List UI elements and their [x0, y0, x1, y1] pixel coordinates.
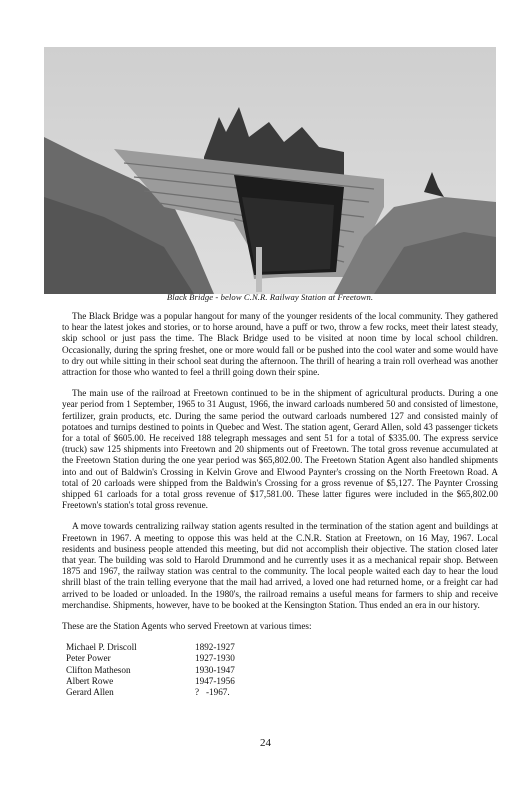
list-item [66, 687, 498, 698]
list-item [66, 665, 498, 676]
black-bridge-photo [44, 47, 496, 294]
list-item [66, 676, 498, 687]
agent-years: 1927-1930 [195, 653, 235, 664]
paragraph: A move towards centralizing railway station agents resulted in the termination of the station agent and buildings at Freetown in 1967. A meeting to oppose this was held at the C.N.R. Station at Freetown, on 16 May, 1967. Local residents and business people attended this meeting, but did not accomplish their objective. The station closed later that year. The building was sold to Harold Drummond and he currently uses it as a mechanical repair shop. Between 1875 and 1967, the railway station was central to the community. The local people waited each day to hear the loud shrill blast of the train telling everyone that the mail had arrived, a loved one had returned home, or a freight car had arrived to be loaded or unloaded. In the 1980's, the railroad remains a useful means for farmers to ship and receive merchandise. Shipments, however, have to be booked at the Kensington Station. Thus ended an era in our history. [62, 521, 498, 610]
agent-years: 1892-1927 [195, 642, 235, 653]
page-number: 24 [260, 737, 271, 749]
agent-name: Clifton Matheson [66, 664, 131, 675]
list-item [66, 642, 498, 653]
agent-name: Albert Rowe [66, 675, 114, 686]
photo-caption: Black Bridge - below C.N.R. Railway Station at Freetown. [166, 292, 374, 302]
article-body [62, 311, 498, 698]
agent-years: 1947-1956 [195, 675, 235, 686]
agent-name: Gerard Allen [66, 687, 114, 698]
paragraph: The Black Bridge was a popular hangout for many of the younger residents of the local community. They gathered to hear the latest jokes and stories, or to horse around, have a puff or two, throw a few rocks, meet their latest steady, skip school or just pass the time. The Black Bridge used to be visited at noon time by local school children. Occasionally, during the spring freshet, one or more would fall or be pushed into the cool water and some would have to dry out while sitting in their school seat during the afternoon. The thrill of hearing a train roll overhead was another attraction for those who wanted to feel a thrill going down their spine. [62, 311, 498, 378]
agents-intro: These are the Station Agents who served Freetown at various times: [62, 621, 312, 632]
agent-name: Michael P. Driscoll [66, 642, 137, 653]
agent-name: Peter Power [66, 653, 111, 664]
paragraph: The main use of the railroad at Freetown continued to be in the shipment of agricultural products. During a one year period from 1 September, 1965 to 31 August, 1966, the inward carloads numbered 50 and consisted of limestone, fertilizer, grain products, etc. During the same period the outward carloads numbered 127 and consisted mainly of potatoes and turnips destined to points in Quebec and West. The station agent, Gerard Allen, sold 43 passenger tickets for a total of $605.00. He received 188 telegraph messages and sent 51 for a total of $335.00. The express service (truck) saw 125 shipments into Freetown and 20 shipments out of Freetown. The total gross revenue accumulated at the Freetown Station during the one year period was $65,802.00. The Freetown Station Agent also handled shipments into and out of Baldwin's Crossing in Kelvin Grove and Elwood Paynter's crossing on the North Freetown Road. A total of 20 carloads were shipped from the Baldwin's Crossing for a gross revenue of $5,127. The Paynter Crossing shipped 61 carloads for a total gross revenue of $17,581.00. These latter figures were included in the $65,802.00 Freetown's station's total gross revenue. [62, 388, 498, 511]
station-agents-list [66, 642, 498, 698]
list-item [66, 653, 498, 664]
agent-years: 1930-1947 [195, 664, 235, 675]
agent-years: ? -1967. [195, 687, 230, 698]
